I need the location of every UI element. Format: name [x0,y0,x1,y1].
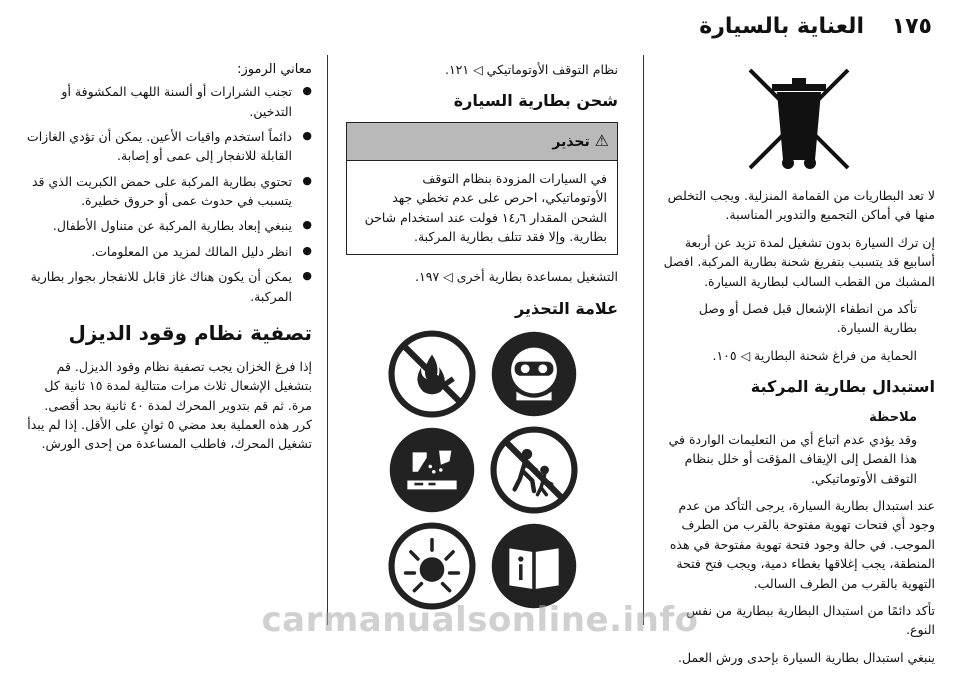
list-item: ● تجنب الشرارات أو ألسنة اللهب المكشوفة أو التدخين. [22,82,312,121]
goggles-sign-icon [490,330,578,418]
warning-header [347,123,617,161]
page-number: ١٧٥ [891,14,932,39]
diesel-paragraph: إذا فرغ الخزان يجب تصفية نظام وقود الديزل. قم بتشغيل الإشعال ثلاث مرات متتالية لمدة ١٥ ثانية كل مرة. ثم قم بتدوير المحرك لمدة ٤٠ ثانية بحد أقصى. كرر هذه العملية بعد مضي ٥ ثوانٍ على الأقل. إذا لم يبدأ تشغيل المحرك، فاطلب المساعدة من إحدى الورش. [27,358,312,452]
acid-sign-icon [388,426,476,514]
column-divider [643,55,644,625]
column-left [22,60,312,462]
no-fire-sign-icon [388,330,476,418]
warning-signs [346,330,618,610]
chapter-title: العناية بالسيارة [699,14,864,39]
symbols-heading: معاني الرموز: [237,62,312,77]
explosive-gas-sign-icon [388,522,476,610]
crossed-out-bin-icon [744,64,854,174]
replace-battery-heading: استبدال بطارية المركبة [750,377,935,396]
vent-paragraph: عند استبدال بطارية السيارة، يرجى التأكد من عدم وجود أي فتحات تهوية مفتوحة بالقرب من الطرف الموجب. في حالة وجود فتحة تهوية مفتوحة في هذه المنطقة، يجب إغلاقها بغطاء دمية، ويجب فتح فتحة التهوية بالقرب من الطرف السالب. [669,498,935,591]
ignition-paragraph: تأكد من انطفاء الإشعال قبل فصل أو وصل بطارية السيارة. [698,300,917,336]
symbols-list [22,82,312,306]
disposal-paragraph: لا تعد البطاريات من القمامة المنزلية. ويجب التخلص منها في أماكن التجميع والتدوير المناسبة. [667,188,935,223]
list-item: ● انظر دليل المالك لمزيد من المعلومات. [22,242,312,261]
storage-paragraph: إن ترك السيارة بدون تشغيل لمدة تزيد عن أربعة أسابيع قد يتسبب بتفريغ شحنة بطارية المركبة. افصل المشبك من القطب السالب لبطارية السيارة. [663,234,935,289]
list-item: ● دائماً استخدم واقيات الأعين. يمكن أن تؤدي الغازات القابلة للانفجار إلى عمى أو إصابة. [22,127,312,166]
column-divider [327,55,328,625]
discharge-ref[interactable]: الحماية من فراغ شحنة البطارية ◁ ١٠٥. [712,347,917,363]
warning-box [346,122,618,255]
keep-children-away-sign-icon [490,426,578,514]
column-middle [346,60,618,610]
warning-title: تحذير [552,134,590,151]
charge-battery-heading: شحن بطارية السيارة [453,91,618,111]
warning-triangle-icon: ⚠ [594,131,609,151]
workshop-paragraph: ينبغي استبدال بطارية السيارة بإحدى ورش العمل. [678,649,935,665]
read-manual-sign-icon [490,522,578,610]
list-item: ● ينبغي إبعاد بطارية المركبة عن متناول الأطفال. [22,216,312,235]
watermark: carmanualsonline.info [261,600,699,640]
autostop-ref[interactable]: نظام التوقف الأوتوماتيكي ◁ ١٢١. [444,62,618,77]
list-item: ● يمكن أن يكون هناك غاز قابل للانفجار بجوار بطارية المركبة. [22,267,312,306]
jump-start-ref[interactable]: التشغيل بمساعدة بطارية أخرى ◁ ١٩٧. [415,269,618,285]
column-right [663,60,935,675]
warning-text: في السيارات المزودة بنظام التوقف الأوتوماتيكي، احرص على عدم تخطي جهد الشحن المقدار ١٤٫٦ فولت عند استخدام شاحن بطارية. وإلا فقد تتلف بطارية المركبة. [364,170,607,245]
note-text: وقد يؤدي عدم اتباع أي من التعليمات الواردة في هذا الفصل إلى الإيقاف المؤقت أو خلل بنظام التوقف الأوتوماتيكي. [668,431,917,486]
diesel-heading: تصفية نظام وقود الديزل [68,320,312,345]
same-type-paragraph: تأكد دائمًا من استبدال البطارية ببطارية من نفس النوع. [686,602,935,638]
note-title: ملاحظة [869,409,917,425]
list-item: ● تحتوي بطارية المركبة على حمض الكبريت الذي قد يتسبب في حدوث عمى أو حروق خطيرة. [22,172,312,211]
warning-label-heading: علامة التحذير [514,298,618,318]
